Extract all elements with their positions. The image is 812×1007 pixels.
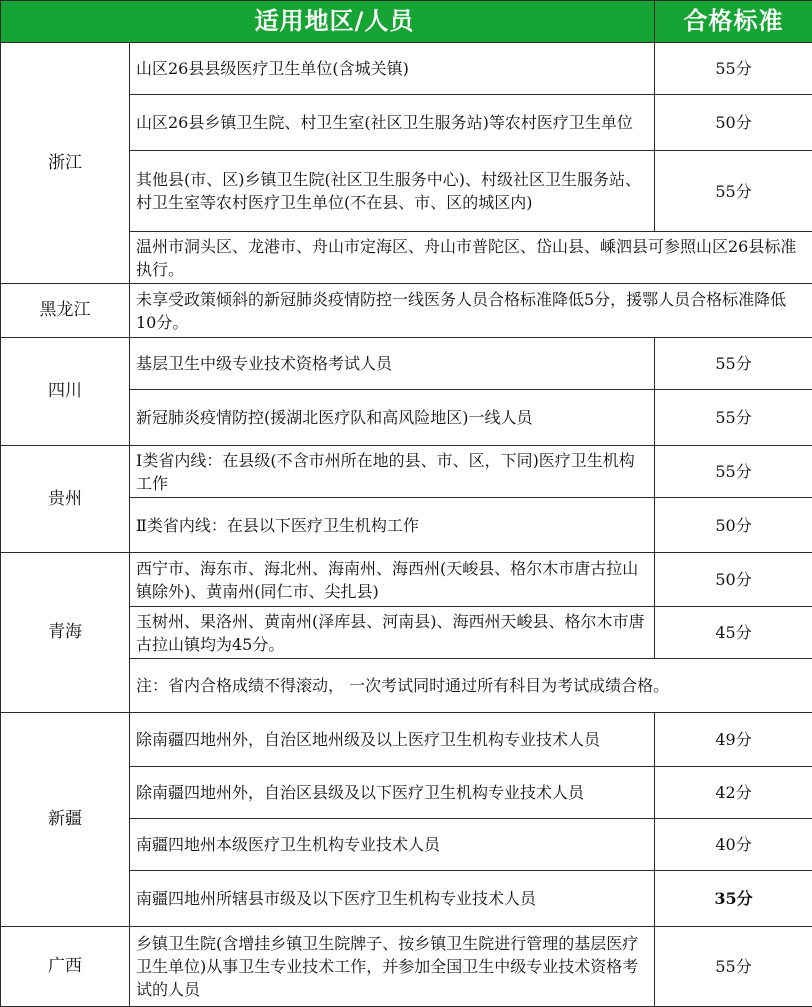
row-desc: 西宁市、海东市、海北州、海南州、海西州(天峻县、格尔木市唐古拉山镇除外)、黄南州(同仁市、尖扎县) (130, 553, 655, 607)
row-score: 55分 (655, 338, 812, 390)
row-score: 55分 (655, 151, 812, 232)
row-desc: 乡镇卫生院(含增挂乡镇卫生院牌子、按乡镇卫生院进行管理的基层医疗卫生单位)从事卫生专业技术工作，并参加全国卫生中级专业技术资格考试的人员 (130, 927, 655, 1007)
row-desc: I类省内线：在县级(不含市州所在地的县、市、区，下同)医疗卫生机构工作 (130, 446, 655, 498)
row-desc: 新冠肺炎疫情防控(援湖北医疗队和高风险地区)一线人员 (130, 390, 655, 446)
row-score: 50分 (655, 95, 812, 151)
note-heilongjiang: 未享受政策倾斜的新冠肺炎疫情防控一线医务人员合格标准降低5分，援鄂人员合格标准降低10分。 (130, 284, 812, 338)
header-standard: 合格标准 (655, 1, 812, 43)
row-score: 55分 (655, 927, 812, 1007)
note-zhejiang: 温州市洞头区、龙港市、舟山市定海区、舟山市普陀区、岱山县、嵊泗县可参照山区26县标准执行。 (130, 232, 812, 284)
region-qinghai: 青海 (1, 553, 130, 713)
row-desc: 除南疆四地州外，自治区地州级及以上医疗卫生机构专业技术人员 (130, 713, 655, 767)
region-xinjiang: 新疆 (1, 713, 130, 927)
row-score: 55分 (655, 43, 812, 95)
row-score: 55分 (655, 390, 812, 446)
row-score: 50分 (655, 553, 812, 607)
row-score: 50分 (655, 498, 812, 553)
row-desc: 南疆四地州本级医疗卫生机构专业技术人员 (130, 819, 655, 871)
table-row (1, 338, 812, 390)
table-row (1, 713, 812, 767)
row-desc: 山区26县县级医疗卫生单位(含城关镇) (130, 43, 655, 95)
table-row (1, 553, 812, 607)
table-row (1, 284, 812, 338)
note-qinghai: 注：省内合格成绩不得滚动， 一次考试同时通过所有科目为考试成绩合格。 (130, 659, 812, 713)
region-guizhou: 贵州 (1, 446, 130, 553)
header-region-persons: 适用地区/人员 (1, 1, 655, 43)
region-guangxi: 广西 (1, 927, 130, 1007)
row-score: 55分 (655, 446, 812, 498)
region-heilongjiang: 黑龙江 (1, 284, 130, 338)
table-header-row (1, 1, 812, 43)
table-row (1, 446, 812, 498)
row-desc: 山区26县乡镇卫生院、村卫生室(社区卫生服务站)等农村医疗卫生单位 (130, 95, 655, 151)
row-score: 45分 (655, 607, 812, 659)
row-score: 42分 (655, 767, 812, 819)
region-zhejiang: 浙江 (1, 43, 130, 284)
table-row (1, 927, 812, 1007)
row-desc: Ⅱ类省内线：在县以下医疗卫生机构工作 (130, 498, 655, 553)
row-desc: 南疆四地州所辖县市级及以下医疗卫生机构专业技术人员 (130, 871, 655, 927)
row-desc: 玉树州、果洛州、黄南州(泽库县、河南县)、海西州天峻县、格尔木市唐古拉山镇均为45分。 (130, 607, 655, 659)
row-desc: 其他县(市、区)乡镇卫生院(社区卫生服务中心)、村级社区卫生服务站、村卫生室等农村医疗卫生单位(不在县、市、区的城区内) (130, 151, 655, 232)
row-score: 40分 (655, 819, 812, 871)
row-score: 35分 (655, 871, 812, 927)
row-score: 49分 (655, 713, 812, 767)
region-sichuan: 四川 (1, 338, 130, 446)
row-desc: 除南疆四地州外，自治区县级及以下医疗卫生机构专业技术人员 (130, 767, 655, 819)
table-row (1, 43, 812, 95)
row-desc: 基层卫生中级专业技术资格考试人员 (130, 338, 655, 390)
